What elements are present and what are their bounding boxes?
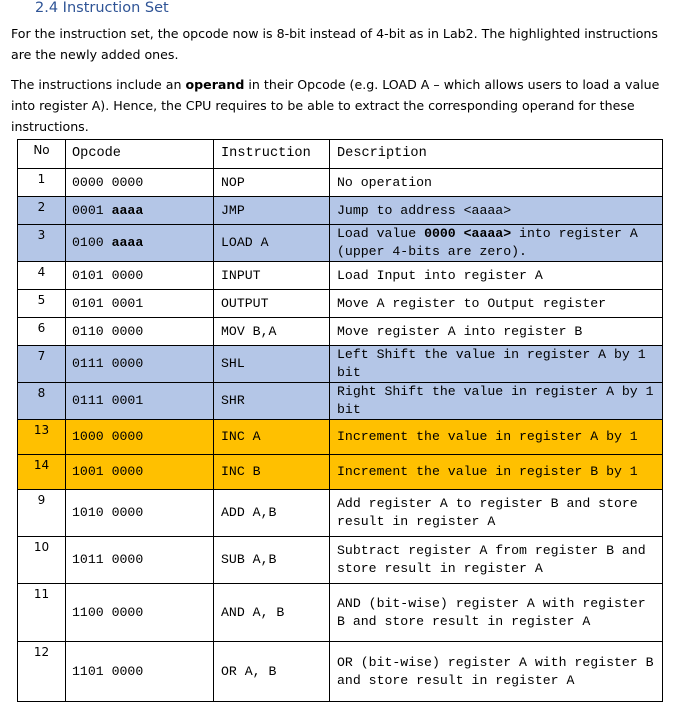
table-row xyxy=(18,262,663,290)
description-text: Load Input into register A xyxy=(337,267,543,283)
row-number: 8 xyxy=(18,383,66,420)
row-number: 3 xyxy=(18,225,66,262)
opcode-low: 0000 xyxy=(111,429,144,444)
opcode-low: 0000 xyxy=(111,464,144,479)
instruction-cell: INC A xyxy=(214,420,330,455)
instruction-set-table xyxy=(17,139,663,702)
description-text: Jump to address <aaaa> xyxy=(337,202,512,218)
instruction-cell: OUTPUT xyxy=(214,290,330,318)
description-text: Load value xyxy=(337,226,425,241)
table-row xyxy=(18,584,663,642)
description-cell xyxy=(330,584,663,642)
table-row xyxy=(18,642,663,702)
description-text: Right Shift the value in register A by 1 bit xyxy=(337,384,654,417)
opcode-low: 0000 xyxy=(111,174,144,190)
description-text: Increment the value in register A by 1 xyxy=(337,429,638,444)
row-number: 9 xyxy=(18,490,66,537)
table-row xyxy=(18,290,663,318)
opcode-low: 0000 xyxy=(111,604,144,620)
instruction-cell: OR A, B xyxy=(214,642,330,702)
operand-paragraph xyxy=(11,74,671,137)
description-text: Move A register to Output register xyxy=(337,295,607,311)
description-operand: 0000 <aaaa> xyxy=(424,226,512,241)
table-row xyxy=(18,537,663,584)
table-row xyxy=(18,197,663,225)
row-number: 13 xyxy=(18,420,66,455)
description-cell xyxy=(330,290,663,318)
opcode-cell xyxy=(66,490,214,537)
description-text: AND (bit-wise) register A with register B and store result in register A xyxy=(337,595,646,629)
opcode-cell xyxy=(66,169,214,197)
header-no: No xyxy=(18,140,66,169)
description-text: Left Shift the value in register A by 1 bit xyxy=(337,347,646,380)
table-header-row xyxy=(18,140,663,169)
instruction-cell: SUB A,B xyxy=(214,537,330,584)
instruction-cell: INC B xyxy=(214,455,330,490)
table-row xyxy=(18,455,663,490)
description-cell xyxy=(330,197,663,225)
table-row xyxy=(18,225,663,262)
row-number: 4 xyxy=(18,262,66,290)
opcode-cell xyxy=(66,318,214,346)
instruction-cell: ADD A,B xyxy=(214,490,330,537)
opcode-high: 1011 xyxy=(72,552,112,567)
description-cell xyxy=(330,262,663,290)
description-cell xyxy=(330,346,663,383)
opcode-high: 1010 xyxy=(72,505,112,520)
row-number: 12 xyxy=(18,642,66,702)
opcode-high: 0101 xyxy=(72,267,112,283)
row-number: 7 xyxy=(18,346,66,383)
row-number: 14 xyxy=(18,455,66,490)
row-number: 6 xyxy=(18,318,66,346)
description-text: Add register A to register B and store result in register A xyxy=(337,496,638,529)
description-text: OR (bit-wise) register A with register B and store result in register A xyxy=(337,654,654,688)
description-text: Subtract register A from register B and store result in register A xyxy=(337,543,646,576)
opcode-cell xyxy=(66,537,214,584)
description-text: Move register A into register B xyxy=(337,323,583,339)
operand-term: operand xyxy=(185,77,245,92)
instruction-cell: LOAD A xyxy=(214,225,330,262)
row-number: 10 xyxy=(18,537,66,584)
description-cell xyxy=(330,455,663,490)
opcode-cell xyxy=(66,420,214,455)
description-cell xyxy=(330,642,663,702)
table-row xyxy=(18,169,663,197)
opcode-cell xyxy=(66,262,214,290)
opcode-high: 0100 xyxy=(72,235,112,250)
opcode-cell xyxy=(66,346,214,383)
opcode-high: 0111 xyxy=(72,356,112,371)
opcode-cell xyxy=(66,383,214,420)
instruction-cell: SHL xyxy=(214,346,330,383)
table-row xyxy=(18,346,663,383)
opcode-high: 1101 xyxy=(72,663,112,679)
description-cell xyxy=(330,225,663,262)
description-cell xyxy=(330,490,663,537)
opcode-low: 0000 xyxy=(111,552,144,567)
description-cell xyxy=(330,537,663,584)
opcode-cell xyxy=(66,584,214,642)
row-number: 1 xyxy=(18,169,66,197)
description-cell xyxy=(330,420,663,455)
header-instruction: Instruction xyxy=(214,140,330,169)
row-number: 5 xyxy=(18,290,66,318)
description-text-rest: into register A (upper 4-bits are zero). xyxy=(337,226,638,259)
intro-paragraph: For the instruction set, the opcode now is 8-bit instead of 4-bit as in Lab2. The highlighted instructions are the newly added ones. xyxy=(11,26,658,62)
section-title: 2.4 Instruction Set xyxy=(35,0,169,16)
instruction-cell: MOV B,A xyxy=(214,318,330,346)
description-text: Increment the value in register B by 1 xyxy=(337,464,638,479)
description-cell xyxy=(330,318,663,346)
operand-paragraph-start: The instructions include an xyxy=(11,77,186,92)
instruction-cell: NOP xyxy=(214,169,330,197)
opcode-low: aaaa xyxy=(111,202,144,218)
opcode-cell xyxy=(66,455,214,490)
row-number: 2 xyxy=(18,197,66,225)
opcode-low: 0000 xyxy=(111,356,144,371)
description-cell xyxy=(330,169,663,197)
opcode-cell xyxy=(66,197,214,225)
instruction-cell: INPUT xyxy=(214,262,330,290)
opcode-high: 1000 xyxy=(72,429,112,444)
opcode-low: 0000 xyxy=(111,267,144,283)
row-number: 11 xyxy=(18,584,66,642)
table-row xyxy=(18,383,663,420)
opcode-low: 0001 xyxy=(111,393,144,408)
opcode-low: aaaa xyxy=(111,235,144,250)
table-row xyxy=(18,420,663,455)
opcode-high: 0111 xyxy=(72,393,112,408)
opcode-low: 0000 xyxy=(111,505,144,520)
instruction-cell: SHR xyxy=(214,383,330,420)
opcode-cell xyxy=(66,642,214,702)
opcode-high: 0000 xyxy=(72,174,112,190)
opcode-low: 0001 xyxy=(111,295,144,311)
opcode-low: 0000 xyxy=(111,323,144,339)
operand-paragraph-end: in their Opcode (e.g. LOAD A – which allows users to load a value into register A). Hence, the CPU requires to be able to extract the corresponding operand for these instructions. xyxy=(11,77,660,134)
header-description: Description xyxy=(330,140,663,169)
table-row xyxy=(18,490,663,537)
instruction-cell: JMP xyxy=(214,197,330,225)
opcode-cell xyxy=(66,225,214,262)
instruction-cell: AND A, B xyxy=(214,584,330,642)
opcode-high: 1100 xyxy=(72,604,112,620)
table-row xyxy=(18,318,663,346)
header-opcode: Opcode xyxy=(66,140,214,169)
description-cell xyxy=(330,383,663,420)
opcode-low: 0000 xyxy=(111,663,144,679)
opcode-high: 1001 xyxy=(72,464,112,479)
description-text: No operation xyxy=(337,174,432,190)
opcode-cell xyxy=(66,290,214,318)
opcode-high: 0110 xyxy=(72,323,112,339)
opcode-high: 0101 xyxy=(72,295,112,311)
opcode-high: 0001 xyxy=(72,202,112,218)
